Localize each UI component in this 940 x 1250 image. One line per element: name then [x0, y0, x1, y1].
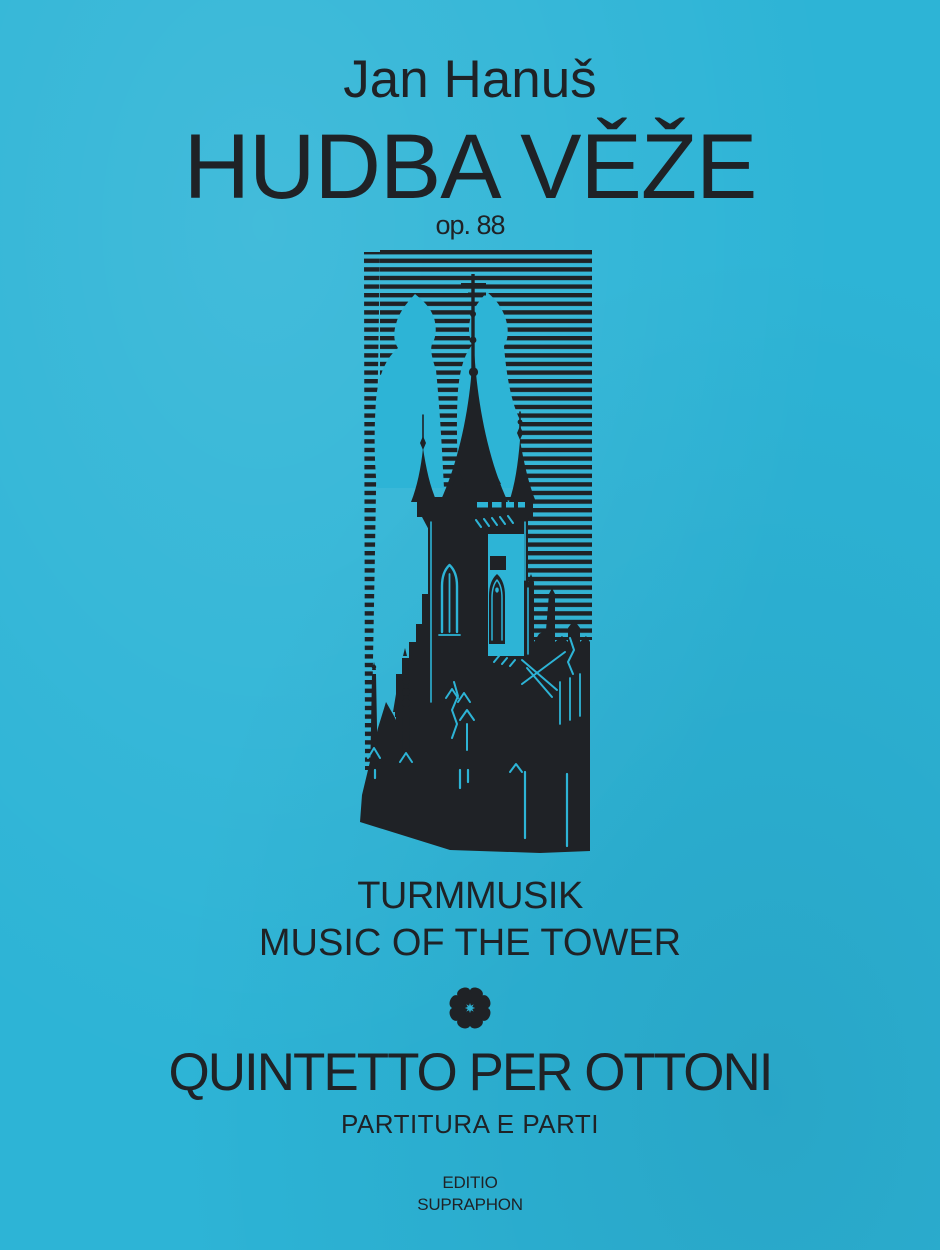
work-title: HUDBA VĚŽE: [183, 116, 757, 218]
subtitle-english: MUSIC OF THE TOWER: [258, 922, 682, 964]
edition-note: PARTITURA E PARTI: [341, 1109, 599, 1139]
composer-name: Jan Hanuš: [343, 50, 597, 109]
subtitle-german: TURMMUSIK: [357, 875, 583, 917]
ensemble-title: QUINTETTO PER OTTONI: [168, 1043, 772, 1102]
publisher-editio: EDITIO: [442, 1173, 498, 1192]
publisher-supraphon: SUPRAPHON: [417, 1195, 523, 1214]
cross-bar: [461, 283, 486, 287]
gothic-tower-woodcut-illustration: [360, 250, 595, 870]
hatch-sky-right: [524, 488, 592, 640]
lit-face-vent: [490, 556, 506, 570]
rosette-ornament-icon: [443, 981, 497, 1035]
opus-number: op. 88: [435, 210, 505, 240]
